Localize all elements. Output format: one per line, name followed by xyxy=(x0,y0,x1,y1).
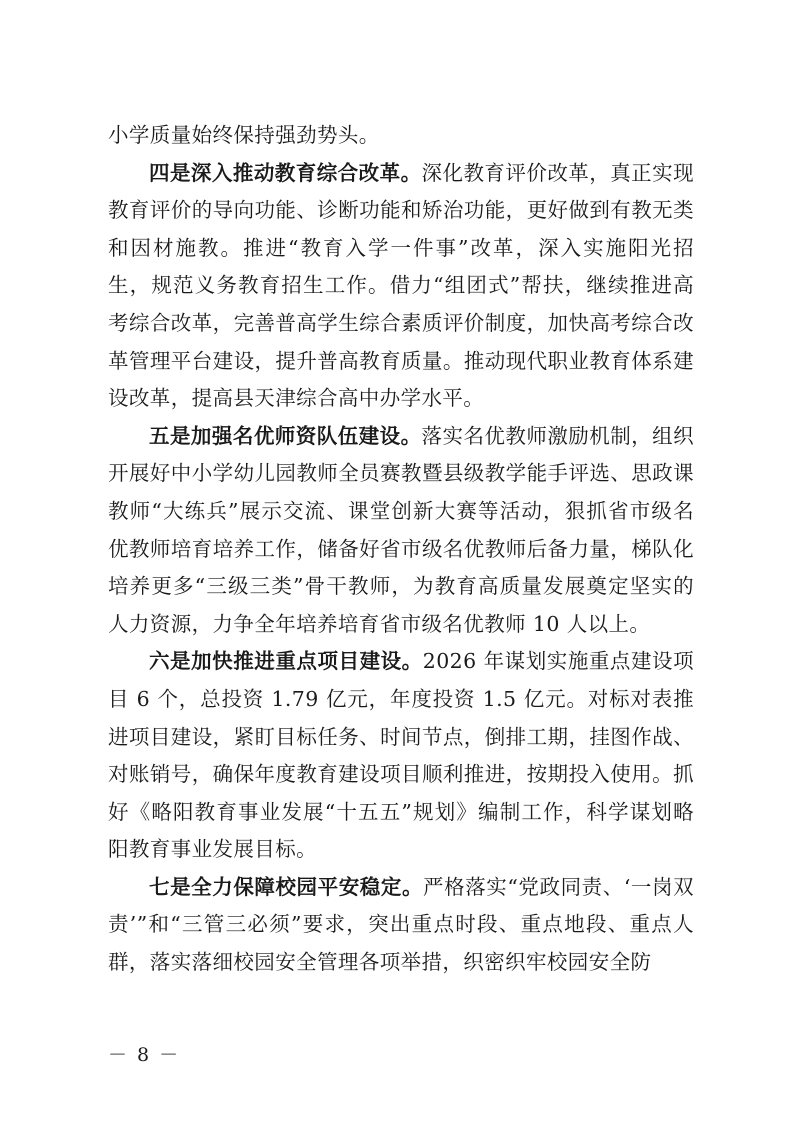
paragraph-text: 严格落实“党政同责、‘一岗双责’”和“三管三必须”要求，突出重点时段、重点地段、重点人群，落实落细校园安全管理各项举措，织密织牢校园安全防 xyxy=(108,874,694,975)
paragraph-text: 小学质量始终保持强劲势头。 xyxy=(108,123,380,147)
paragraph-projects xyxy=(108,643,694,869)
paragraph-heading: 四是深入推动教育综合改革。 xyxy=(149,160,422,185)
paragraph-safety xyxy=(108,869,694,982)
paragraph-heading: 七是全力保障校园平安稳定。 xyxy=(149,874,424,899)
paragraph-continuation xyxy=(108,117,694,155)
paragraph-text: 落实名优教师激励机制，组织开展好中小学幼儿园教师全员赛教暨县级教学能手评选、思政课教师“大练兵”展示交流、课堂创新大赛等活动，狠抓省市级名优教师培育培养工作，储备好省市级名优教师后备力量，梯队化培养更多“三级三类”骨干教师，为教育高质量发展奠定坚实的人力资源，力争全年培养培育省市级名优教师 10 人以上。 xyxy=(108,423,694,636)
paragraph-text: 深化教育评价改革，真正实现教育评价的导向功能、诊断功能和矫治功能，更好做到有教无类和因材施教。推进“教育入学一件事”改革，深入实施阳光招生，规范义务教育招生工作。借力“组团式”帮扶，继续推进高考综合改革，完善普高学生综合素质评价制度，加快高考综合改革管理平台建设，提升普高教育质量。推动现代职业教育体系建设改革，提高县天津综合高中办学水平。 xyxy=(108,160,694,411)
paragraph-text: 2026 年谋划实施重点建设项目 6 个，总投资 1.79 亿元，年度投资 1.5 亿元。对标对表推进项目建设，紧盯目标任务、时间节点，倒排工期，挂图作战、对账销号，确保年度教育建设项目顺利推进，按期投入使用。抓好《略阳教育事业发展“十五五”规划》编制工作，科学谋划略阳教育事业发展目标。 xyxy=(108,649,695,862)
paragraph-teachers xyxy=(108,418,694,644)
document-body xyxy=(108,117,694,982)
paragraph-heading: 六是加快推进重点项目建设。 xyxy=(149,649,423,674)
page-number: － 8 － xyxy=(108,1044,181,1066)
paragraph-reform xyxy=(108,155,694,418)
paragraph-heading: 五是加强名优师资队伍建设。 xyxy=(149,423,422,448)
